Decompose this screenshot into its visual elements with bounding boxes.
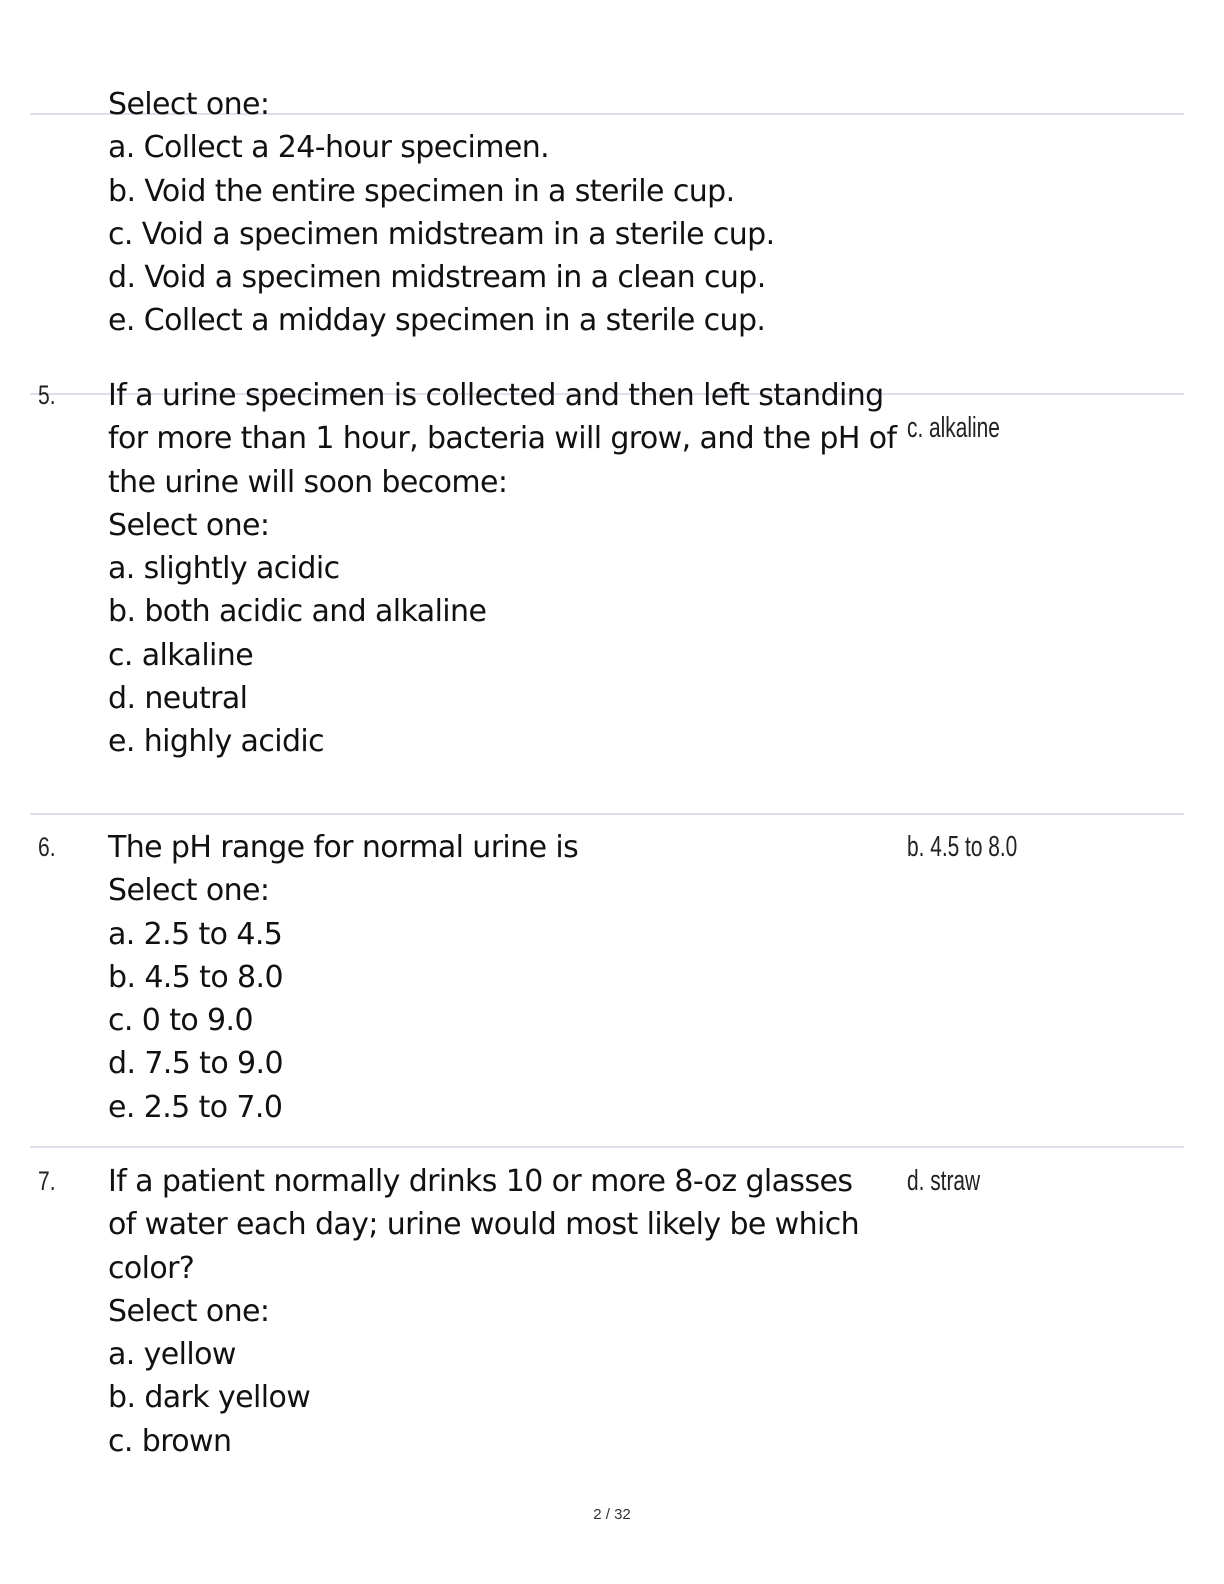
question-4-options [108,83,775,343]
question-5-number: 5. [38,380,56,410]
option-b: b. dark yellow [108,1380,311,1416]
separator-q6 [30,813,1184,815]
option-e: e. highly acidic [108,724,325,760]
option-c: c. alkaline [108,637,254,673]
select-one-label: Select one: [108,1293,270,1329]
option-line: d. Void a specimen midstream in a clean cup. [108,260,766,296]
question-6-number: 6. [38,832,56,862]
option-b: b. both acidic and alkaline [108,594,487,630]
option-e: e. 2.5 to 7.0 [108,1089,283,1125]
option-a: a. slightly acidic [108,551,340,587]
option-c: c. brown [108,1423,232,1459]
option-line: e. Collect a midday specimen in a sterile cup. [108,303,766,339]
option-d: d. 7.5 to 9.0 [108,1046,283,1082]
option-line: a. Collect a 24-hour specimen. [108,130,550,166]
question-5-answer: c. alkaline [907,412,1000,444]
question-6-text: The pH range for normal urine is [108,830,579,865]
option-line: b. Void the entire specimen in a sterile cup. [108,173,735,209]
question-5-text: for more than 1 hour, bacteria will grow, and the pH of [108,421,897,457]
option-a: a. yellow [108,1337,236,1373]
question-7-body [108,1160,859,1463]
option-c: c. 0 to 9.0 [108,1003,253,1039]
question-7-answer: d. straw [907,1165,981,1197]
option-line: Select one: [108,87,270,122]
separator-q7 [30,1146,1184,1148]
question-7-text: color? [108,1250,195,1286]
question-5-text: the urine will soon become: [108,464,508,500]
page-indicator: 2 / 32 [593,1506,631,1523]
question-6-answer: b. 4.5 to 8.0 [907,831,1018,863]
select-one-label: Select one: [108,873,270,909]
question-5-text: If a urine specimen is collected and then left standing [108,378,884,413]
question-5-body [108,374,896,764]
option-line: c. Void a specimen midstream in a sterile cup. [108,216,775,252]
question-7-text: If a patient normally drinks 10 or more 8-oz glasses [108,1164,853,1199]
select-one-label: Select one: [108,507,270,543]
option-a: a. 2.5 to 4.5 [108,916,283,952]
question-6-body [108,826,578,1129]
option-b: b. 4.5 to 8.0 [108,959,283,995]
question-7-number: 7. [38,1166,56,1196]
question-7-text: of water each day; urine would most likely be which [108,1207,860,1243]
option-d: d. neutral [108,681,248,717]
